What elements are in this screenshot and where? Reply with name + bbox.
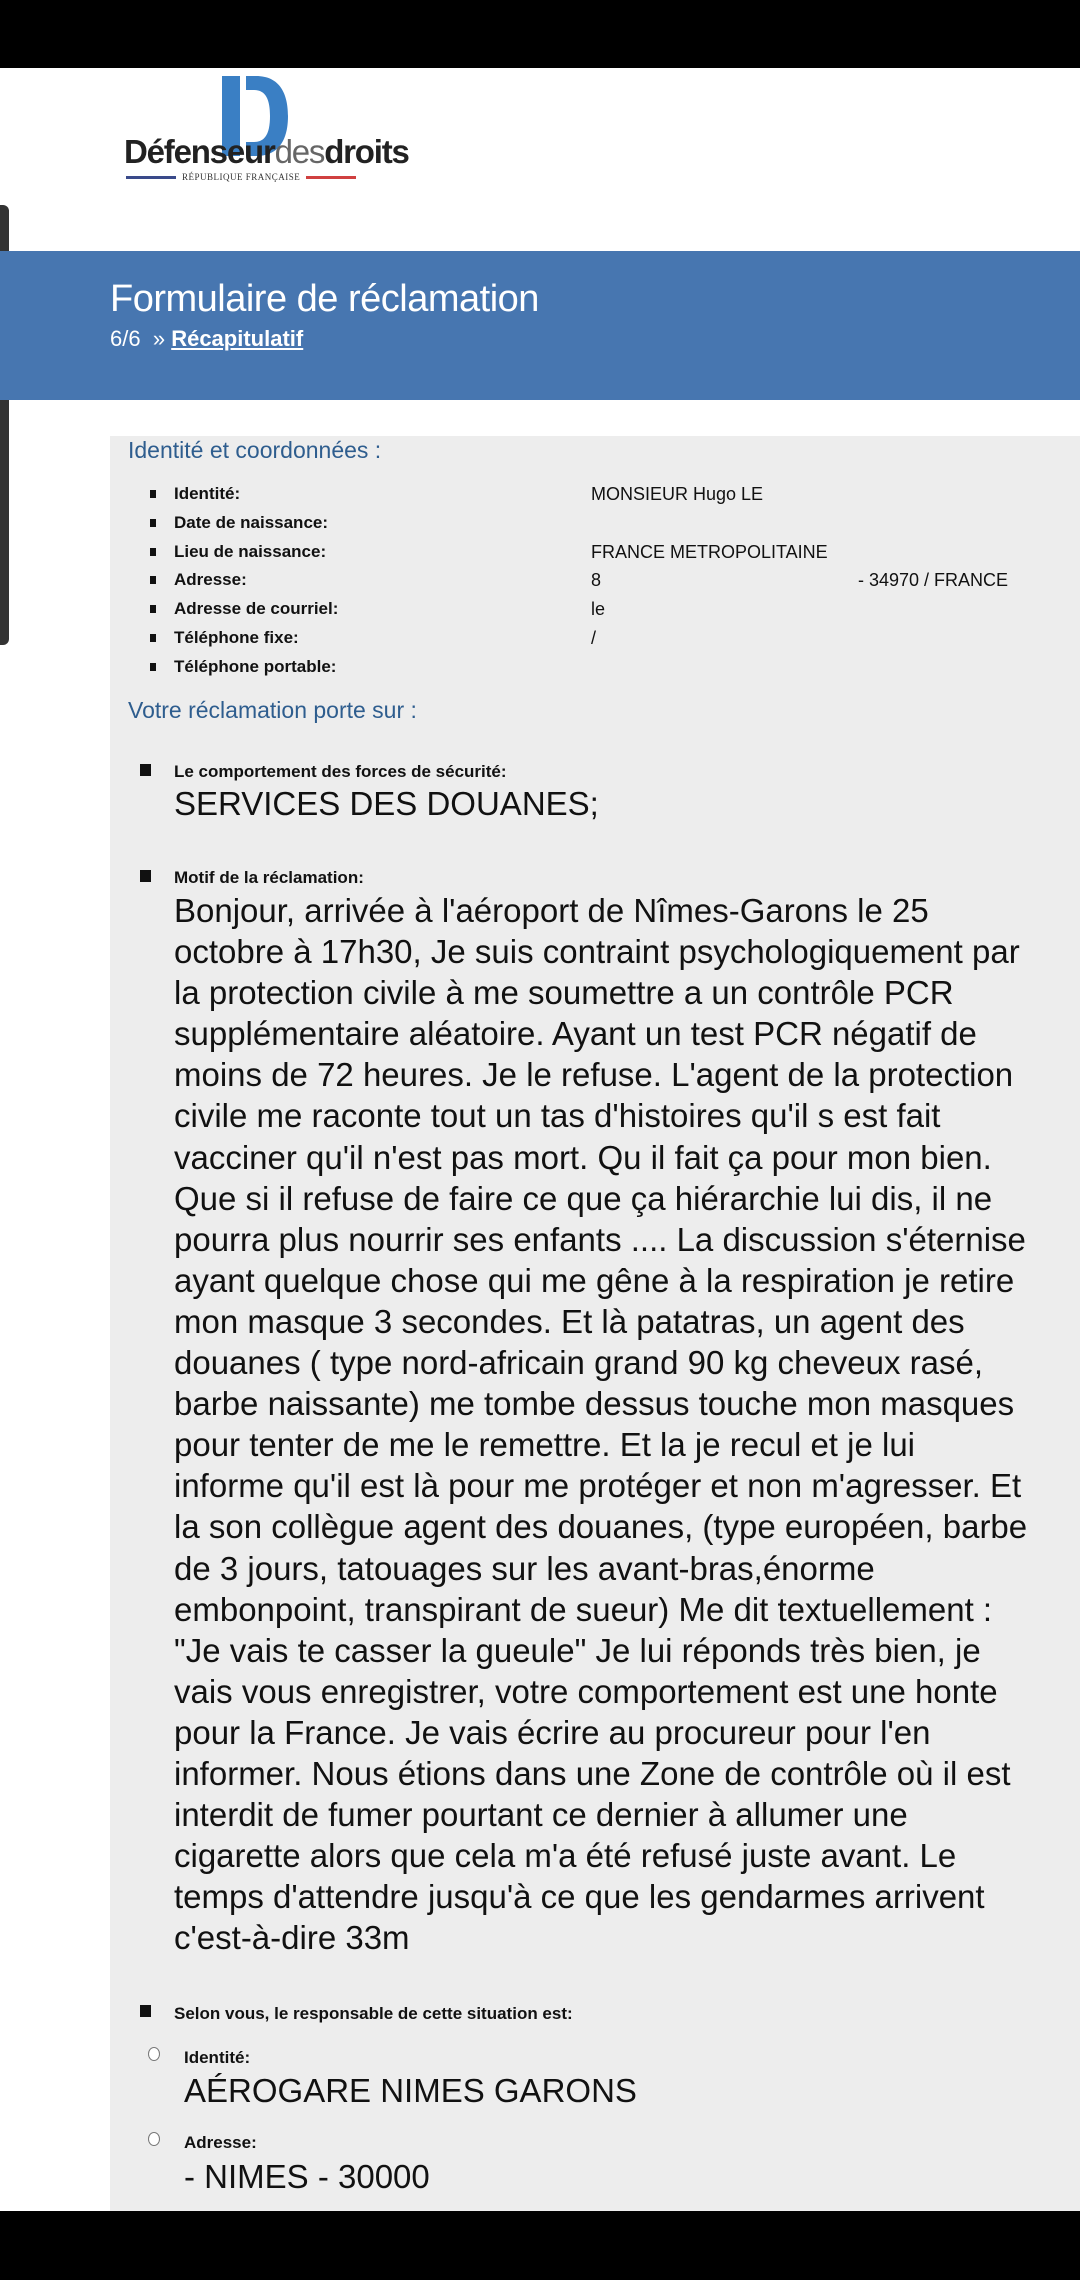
motif-line: civile me raconte tout un tas d'histoires qu'il s est fait	[174, 1097, 941, 1135]
identity-item-value: MONSIEUR Hugo LE	[591, 484, 764, 504]
motif-line: ayant quelque chose qui me gêne à la respiration je retire	[174, 1261, 1015, 1299]
bullet-square-icon	[140, 764, 151, 776]
bullet-icon	[150, 548, 156, 556]
breadcrumb: 6/6 » Récapitulatif	[110, 326, 304, 351]
identity-item-value: /	[591, 628, 597, 648]
motif-line: c'est-à-dire 33m	[174, 1919, 410, 1957]
identity-item-label: Identité:	[174, 484, 241, 503]
bullet-icon	[150, 605, 156, 613]
identity-item-value: le	[591, 599, 606, 619]
motif-line: barbe naissante) me tombe dessus touche mon masques	[174, 1385, 1015, 1423]
identity-item-label: Adresse de courriel:	[174, 599, 339, 618]
claim-heading: Votre réclamation porte sur :	[128, 697, 417, 723]
step-link-recapitulatif[interactable]: Récapitulatif	[171, 326, 304, 351]
bullet-square-icon	[140, 2005, 151, 2017]
bullet-icon	[150, 490, 156, 498]
motif-line: vacciner qu'il n'est pas mort. Qu il fait ça pour mon bien.	[174, 1138, 992, 1176]
motif-line: "Je vais te casser la gueule" Je lui réponds très bien, je	[174, 1631, 981, 1669]
motif-line: interdit de fumer pourtant ce dernier à allumer une	[174, 1796, 908, 1834]
motif-line: Bonjour, arrivée à l'aéroport de Nîmes-Garons le 25	[174, 892, 929, 929]
bullet-icon	[150, 519, 156, 527]
identity-item-value-end: - 34970 / FRANCE	[858, 570, 1009, 590]
bullet-circle-icon	[148, 2047, 160, 2061]
motif-text	[174, 890, 1027, 1958]
responsible-identity-label: Identité:	[184, 2048, 251, 2067]
motif-line: informer. Nous étions dans une Zone de contrôle où il est	[174, 1754, 1011, 1792]
motif-line: Que si il refuse de faire ce que ça hiérarchie lui dis, il ne	[174, 1179, 993, 1217]
responsible-label: Selon vous, le responsable de cette situation est:	[174, 2004, 573, 2023]
identity-item-label: Date de naissance:	[174, 513, 329, 532]
motif-line: temps d'attendre jusqu'à ce que les gendarmes arrivent	[174, 1878, 985, 1916]
motif-line: pour la France. Je vais écrire au procureur pour l'en	[174, 1713, 931, 1751]
motif-line: cigarette alors que cela m'a été refusé juste avant. Le	[174, 1837, 957, 1875]
identity-item-label: Téléphone portable:	[174, 657, 337, 676]
bullet-icon	[150, 663, 156, 671]
status-bar	[0, 0, 1080, 68]
security-value: SERVICES DES DOUANES;	[174, 785, 599, 822]
responsible-address-value: - NIMES - 30000	[184, 2158, 430, 2195]
motif-line: pour tenter de me le remettre. Et la je recul et je lui	[174, 1426, 916, 1464]
identity-item-value: 8	[591, 570, 602, 590]
motif-line: la son collègue agent des douanes, (type européen, barbe	[174, 1508, 1028, 1546]
motif-line: mon masque 3 secondes. Et là patatras, un agent des	[174, 1302, 965, 1340]
navigation-bar	[0, 2211, 1080, 2280]
page-title: Formulaire de réclamation	[110, 278, 539, 320]
motif-line: octobre à 17h30, Je suis contraint psychologiquement par	[174, 933, 1020, 971]
responsible-address-label: Adresse:	[184, 2133, 257, 2152]
motif-line: embonpoint, transpirant de sueur) Me dit textuellement :	[174, 1590, 993, 1628]
motif-line: supplémentaire aléatoire. Ayant un test PCR négatif de	[174, 1015, 977, 1053]
motif-line: douanes ( type nord-africain grand 90 kg cheveux rasé,	[174, 1344, 983, 1382]
bullet-square-icon	[140, 870, 151, 882]
identity-item-value: FRANCE METROPOLITAINE	[591, 542, 828, 562]
motif-line: vais vous enregistrer, votre comportement est une honte	[174, 1672, 998, 1710]
motif-line: pourra plus nourrir ses enfants .... La discussion s'éternise	[174, 1220, 1026, 1258]
bullet-icon	[150, 576, 156, 584]
motif-line: la protection civile à me soumettre a un contrôle PCR	[174, 974, 954, 1012]
bullet-icon	[150, 634, 156, 642]
motif-line: de 3 jours, tatouages sur les avant-bras,énorme	[174, 1549, 875, 1587]
identity-heading: Identité et coordonnées :	[128, 437, 382, 463]
bullet-circle-icon	[148, 2132, 160, 2146]
identity-item-label: Adresse:	[174, 570, 247, 589]
motif-label: Motif de la réclamation:	[174, 868, 364, 887]
motif-line: moins de 72 heures. Je le refuse. L'agent de la protection	[174, 1056, 1014, 1094]
responsible-identity-value: AÉROGARE NIMES GARONS	[184, 2072, 637, 2109]
logo-text: Défenseurdesdroits	[124, 133, 409, 170]
identity-item-label: Téléphone fixe:	[174, 628, 299, 647]
identity-item-label: Lieu de naissance:	[174, 542, 327, 561]
logo-subtitle: RÉPUBLIQUE FRANÇAISE	[126, 172, 356, 182]
security-label: Le comportement des forces de sécurité:	[174, 762, 507, 781]
motif-line: informe qu'il est là pour me protéger et non m'agresser. Et	[174, 1467, 1022, 1505]
